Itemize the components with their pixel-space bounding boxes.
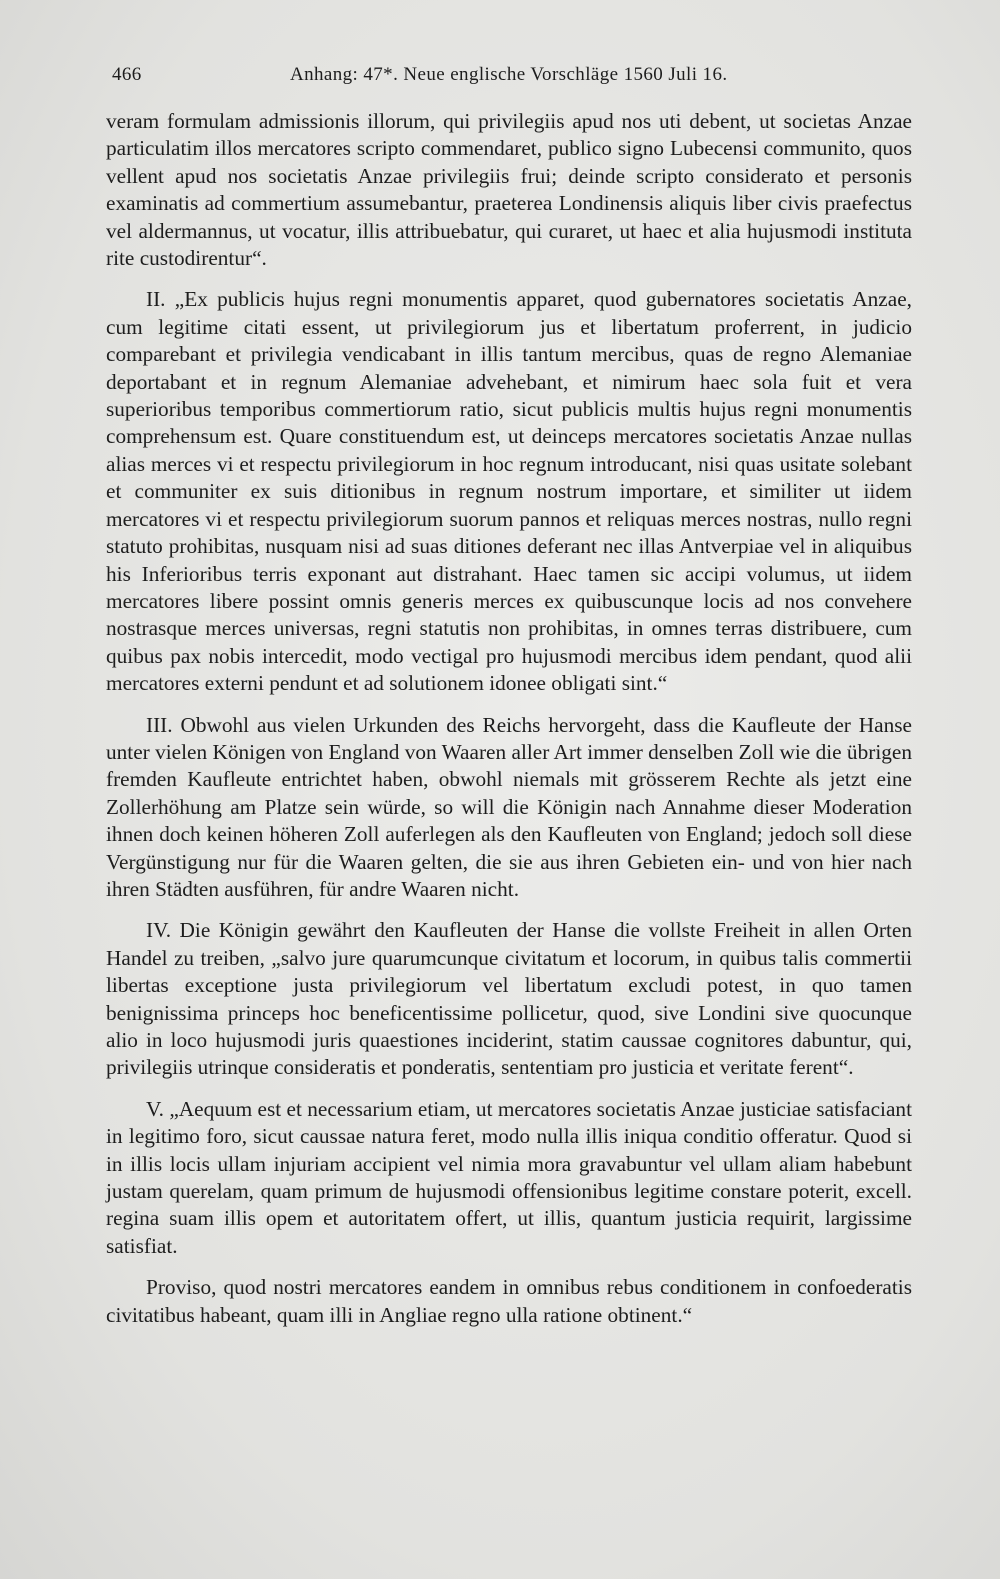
paragraph-section-5: V. „Aequum est et necessarium etiam, ut mercatores societatis Anzae justiciae satisfaciant in legitimo foro, sicut caussae natura feret, modo nulla illis iniqua conditio offeratur. Quod si in illis locis ullam injuriam accipient vel nimia mora gravabuntur vel ullam aliam habebunt justam querelam, quam primum de hujusmodi offensionibus legitime constare poterit, excell. regina suam illis opem et autoritatem offert, ut illis, quantum justicia requirit, largissime satisfiat. <box>106 1096 912 1258</box>
paragraph-continuation: veram formulam admissionis illorum, qui privilegiis apud nos uti debent, ut societas Anzae particulatim illos mercatores scripto commendaret, publico signo Lubecensi communito, quos vellent apud nos societatis Anzae privilegiis frui; deinde scripto considerato et personis examinatis ad commertium assumebantur, praeterea Londinensis aliquis liber civis praefectus vel aldermannus, ut vocatur, illis attribuebatur, qui curaret, ut haec et alia hujusmodi instituta rite custodirentur“. <box>106 109 912 271</box>
running-title: Anhang: 47*. Neue englische Vorschläge 1560 Juli 16. <box>290 64 728 85</box>
paragraph-section-3: III. Obwohl aus vielen Urkunden des Reichs hervorgeht, dass die Kaufleute der Hanse unter vielen Königen von England von Waaren aller Art immer denselben Zoll wie die übrigen fremden Kaufleute entrichtet haben, obwohl niemals mit grösserem Rechte als jetzt eine Zollerhöhung am Platze sein würde, so will die Königin nach Annahme dieser Moderation ihnen doch keinen höheren Zoll auferlegen als den Kaufleuten von England; jedoch soll diese Vergünstigung nur für die Waaren gelten, die sie aus ihren Gebieten ein- und von hier nach ihren Städten ausführen, für andre Waaren nicht. <box>106 712 912 901</box>
page-number: 466 <box>112 64 142 85</box>
paragraph-proviso: Proviso, quod nostri mercatores eandem in omnibus rebus conditionem in confoederatis civitatibus habeant, quam illi in Angliae regno ulla ratione obtinent.“ <box>106 1275 912 1327</box>
paragraph-section-4: IV. Die Königin gewährt den Kaufleuten der Hanse die vollste Freiheit in allen Orten Handel zu treiben, „salvo jure quarumcunque civitatum et locorum, in quibus talis commertii libertas exceptione justa privilegiorum vel libertatum excludi potest, in quo tamen benignissima princeps hoc beneficentissime pollicetur, quod, sive Londini sive quocunque alio in loco hujusmodi juris quaestiones inciderint, statim caussae cognitores dabuntur, qui, privilegiis utrinque consideratis et ponderatis, sententiam pro justicia et veritate ferent“. <box>106 918 912 1080</box>
paragraph-section-2: II. „Ex publicis hujus regni monumentis apparet, quod gubernatores societatis Anzae, cum legitime citati essent, ut privilegiorum jus et libertatum proferrent, in judicio comparebant et privilegia vendicabant in illis tantum mercibus, quas de regno Alemaniae deportabant et in regnum Alemaniae advehebant, et nimirum haec sola fuit et vera superioribus temporibus commertiorum ratio, sicut publicis multis hujus regni monumentis comprehensum est. Quare constituendum est, ut deinceps mercatores societatis Anzae nullas alias merces vi et respectu privilegiorum in hoc regnum introducant, nisi quas usitate solebant et communiter ex suis ditionibus in regnum nostrum importare, et similiter ut iidem mercatores vi et respectu privilegiorum suorum pannos et reliquas merces nostras, nullo regni statuto prohibitas, nusquam nisi ad suas ditiones deferant nec illas Antverpiae vel in aliquibus his Inferioribus terris exponant aut distrahant. Haec tamen sic accipi volumus, ut iidem mercatores libere possint omnis generis merces ex quibuscunque locis ad nos convehere nostrasque merces universas, regni statutis non prohibitas, in omnes terras distribuere, cum quibus pax nobis intercedit, modo vectigal pro hujusmodi mercibus idem pendant, quod alii mercatores externi pendunt et ad solutionem idonee obligati sint.“ <box>106 287 912 696</box>
running-head <box>112 64 752 94</box>
body-text <box>106 108 912 1329</box>
